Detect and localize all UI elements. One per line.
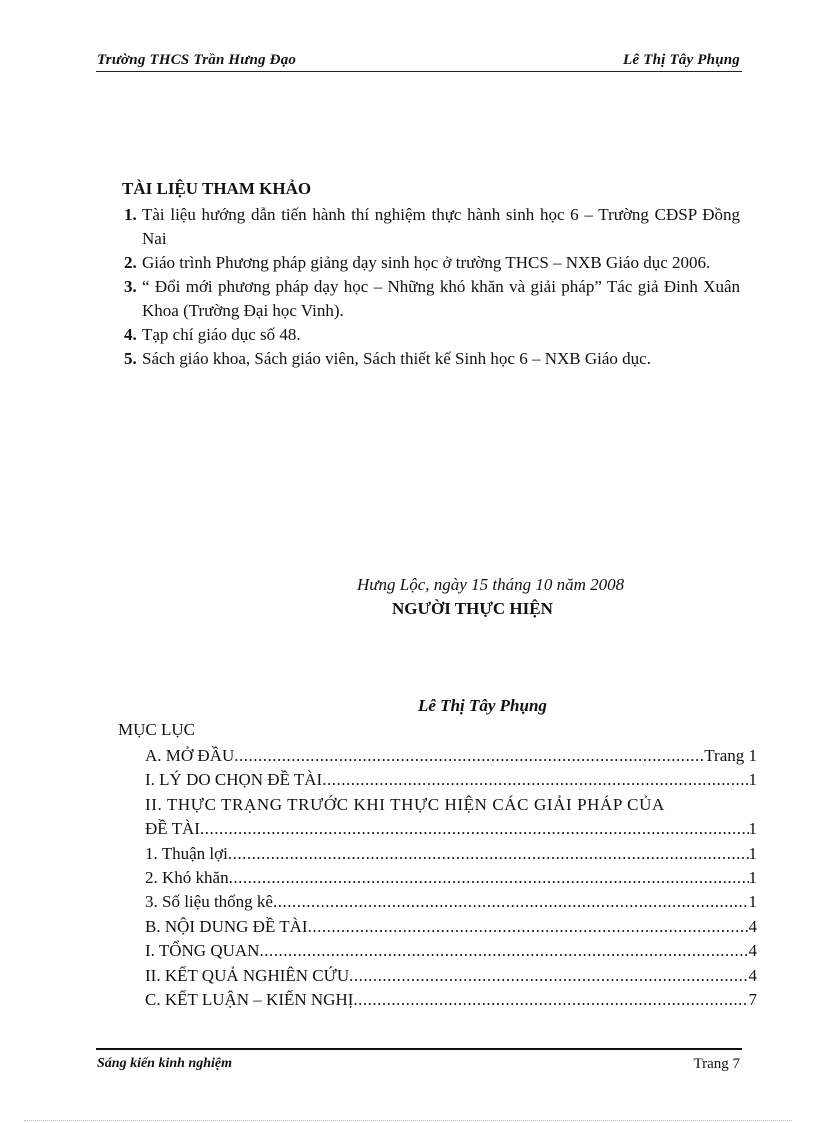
toc-leader-dots	[273, 890, 749, 914]
toc-entry	[145, 842, 757, 866]
toc-entry	[145, 964, 757, 988]
reference-text: “ Đổi mới phương pháp dạy học – Những khó khăn và giải pháp” Tác giả Đinh Xuân Khoa (Trường Đại học Vinh).	[142, 277, 740, 320]
toc-entry-label: I. TỔNG QUAN	[145, 941, 260, 961]
toc-entry-page: 1	[748, 892, 757, 912]
signature-role: NGƯỜI THỰC HIỆN	[392, 599, 553, 618]
header-author-name: Lê Thị Tây Phụng	[623, 52, 740, 68]
toc-entry-label: A. MỞ ĐẦU	[145, 746, 235, 765]
toc-entry-label: II. KẾT QUẢ NGHIÊN CỨU	[145, 965, 350, 985]
reference-item	[124, 275, 740, 323]
toc-entry-page: 1	[748, 843, 757, 863]
reference-number: 4.	[124, 325, 137, 344]
references-title: TÀI LIỆU THAM KHẢO	[122, 179, 312, 198]
toc-entry	[145, 866, 757, 890]
toc-entry	[145, 890, 757, 914]
toc-entry	[145, 768, 757, 792]
reference-item	[124, 203, 740, 251]
toc-entry-page: 4	[748, 941, 757, 961]
toc-entry-page: 7	[748, 989, 757, 1009]
header-divider	[96, 71, 742, 72]
toc-leader-dots	[229, 866, 749, 890]
signature-date: Hưng Lộc, ngày 15 tháng 10 năm 2008	[357, 575, 625, 594]
toc-entry-page: 1	[748, 770, 757, 790]
reference-text: Tài liệu hướng dẫn tiến hành thí nghiệm thực hành sinh học 6 – Trường CĐSP Đồng Nai	[142, 205, 740, 248]
toc-entry-label: B. NỘI DUNG ĐỀ TÀI	[145, 916, 308, 936]
toc-title: MỤC LỤC	[118, 720, 195, 739]
toc-leader-dots	[200, 817, 749, 841]
toc-leader-dots	[234, 744, 704, 768]
header-school-name: Trường THCS Trần Hưng Đạo	[97, 52, 297, 68]
toc-entry	[145, 817, 757, 841]
toc-leader-dots	[259, 939, 748, 963]
footer-document-type: Sáng kiến kinh nghiệm	[97, 1056, 232, 1071]
toc-entry	[145, 939, 757, 963]
reference-text: Tạp chí giáo dục số 48.	[142, 325, 301, 344]
reference-item	[124, 347, 740, 371]
toc-leader-dots	[308, 915, 749, 939]
toc-entry-label: 1. Thuận lợi	[145, 843, 228, 863]
reference-item	[124, 323, 740, 347]
toc-entry-page: 1	[748, 819, 757, 839]
table-of-contents	[145, 744, 757, 1012]
signature-name: Lê Thị Tây Phụng	[418, 696, 547, 715]
toc-leader-dots	[322, 768, 748, 792]
toc-entry	[145, 915, 757, 939]
reference-item	[124, 251, 740, 275]
reference-number: 2.	[124, 253, 137, 272]
toc-entry-label: 2. Khó khăn	[145, 867, 229, 887]
footer-page-number: Trang 7	[693, 1056, 740, 1072]
toc-entry-label: ĐỀ TÀI	[145, 819, 200, 839]
toc-leader-dots	[228, 842, 749, 866]
toc-entry-page: 4	[748, 916, 757, 936]
reference-number: 3.	[124, 277, 137, 296]
toc-wrapped-heading: II. THỰC TRẠNG TRƯỚC KHI THỰC HIỆN CÁC GIẢI PHÁP CỦA	[145, 794, 665, 814]
reference-text: Giáo trình Phương pháp giảng dạy sinh học ở trường THCS – NXB Giáo dục 2006.	[142, 253, 711, 272]
toc-entry-label: C. KẾT LUẬN – KIẾN NGHỊ	[145, 989, 354, 1009]
toc-entry-label: 3. Số liệu thống kê	[145, 892, 273, 912]
reference-text: Sách giáo khoa, Sách giáo viên, Sách thiết kế Sinh học 6 – NXB Giáo dục.	[142, 349, 651, 368]
toc-entry	[145, 744, 757, 768]
toc-entry-page: 4	[748, 965, 757, 985]
toc-entry-label: I. LÝ DO CHỌN ĐỀ TÀI	[145, 770, 323, 790]
reference-number: 1.	[124, 205, 137, 224]
toc-entry	[145, 988, 757, 1012]
page-bottom-border	[24, 1120, 792, 1121]
references-list	[124, 203, 740, 371]
toc-leader-dots	[349, 964, 748, 988]
reference-number: 5.	[124, 349, 137, 368]
toc-entry-page: Trang 1	[704, 746, 757, 765]
toc-leader-dots	[353, 988, 748, 1012]
footer-divider	[96, 1048, 742, 1050]
toc-entry-page: 1	[748, 867, 757, 887]
